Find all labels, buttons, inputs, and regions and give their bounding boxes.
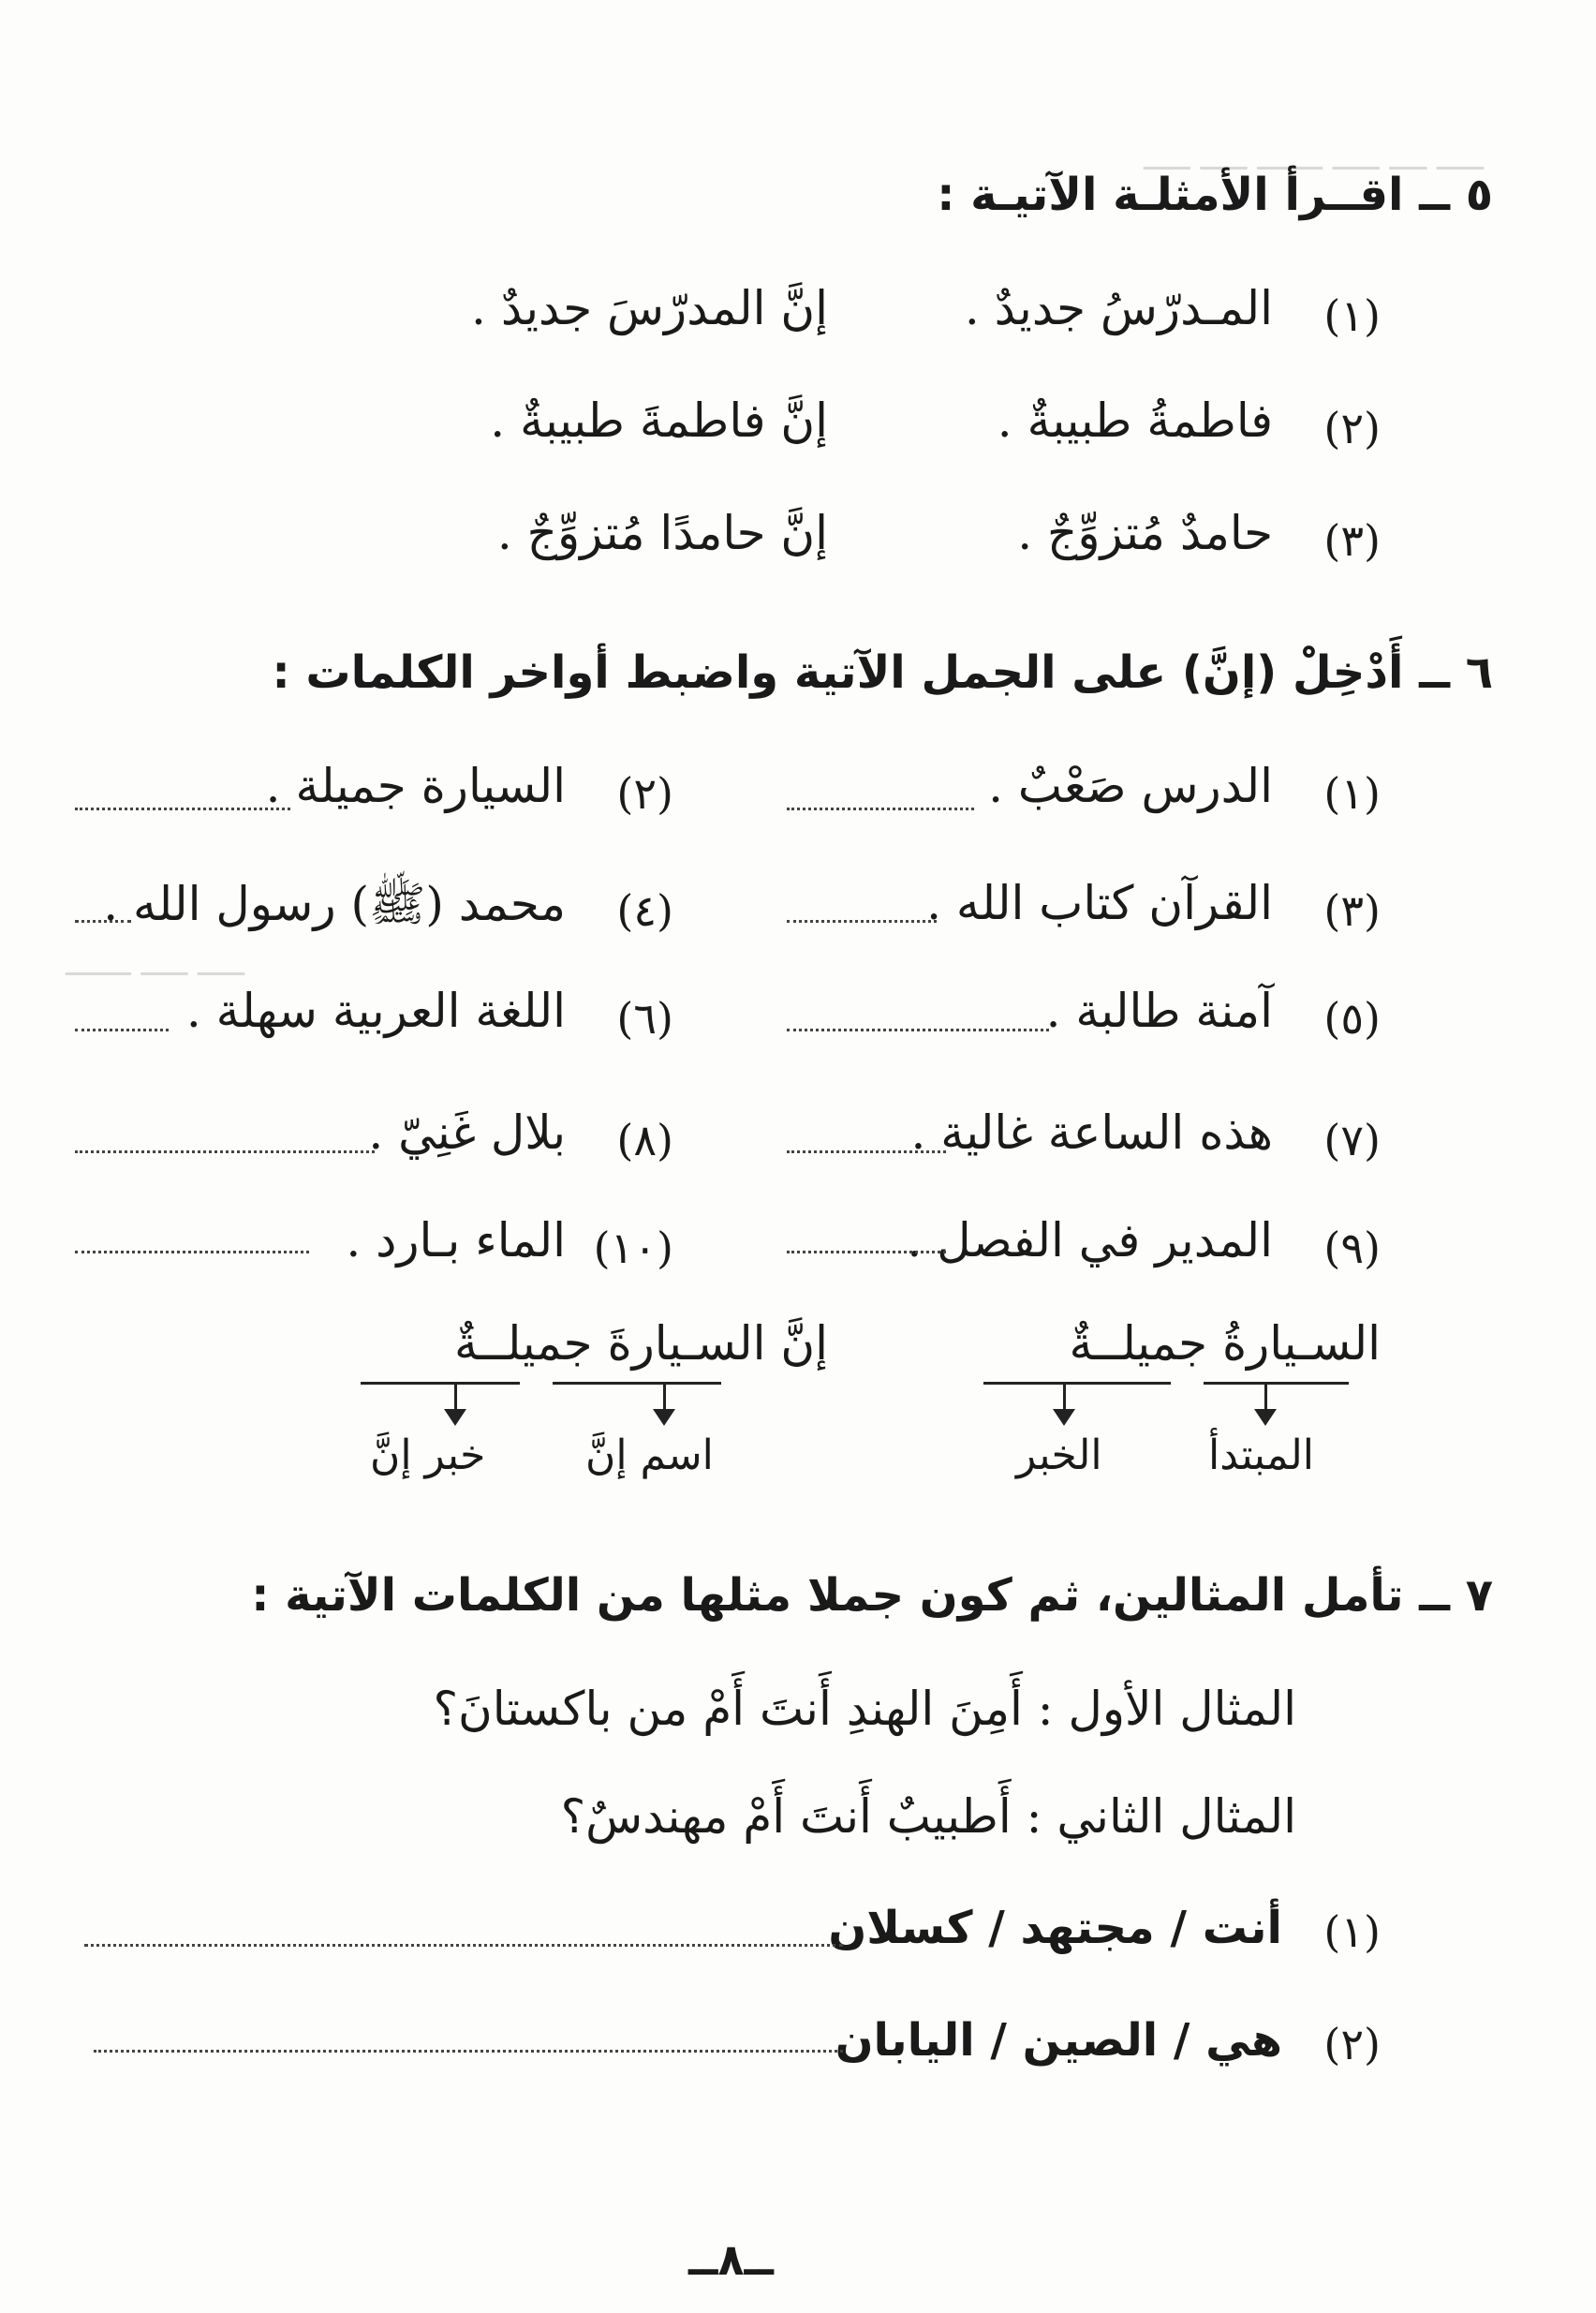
label-ism-inna: اسم إنَّ (585, 1431, 714, 1479)
s5-row-2-number: (٢) (1323, 403, 1381, 453)
s6-item-6-number: (٦) (616, 993, 673, 1044)
s6-item-9-answer-blank[interactable] (787, 1251, 946, 1253)
section-7-heading: ٧ ــ تأمل المثالين، ثم كون جملا مثلها من الكلمات الآتية : (251, 1569, 1493, 1622)
s5-row-1-inna-sentence: إنَّ المدرّسَ جديدٌ . (471, 281, 828, 335)
s5-row-3-inna-sentence: إنَّ حامدًا مُتزوِّجٌ . (496, 506, 828, 560)
section-5-heading: ٥ ــ اقــرأ الأمثلـة الآتيـة : (937, 169, 1493, 221)
s5-row-1-sentence: المـدرّسُ جديدٌ . (964, 281, 1273, 335)
s6-item-5-sentence: آمنة طالبة . (1045, 984, 1273, 1038)
label-khabar-inna: خبر إنَّ (370, 1431, 486, 1479)
s5-row-3-number: (٣) (1323, 515, 1381, 566)
bleed-through-text: ـــــــ ـــــ ـــــ (66, 946, 244, 984)
arrow-down-icon (663, 1385, 666, 1422)
s6-item-2-answer-blank[interactable] (75, 808, 290, 810)
s6-item-6-answer-blank[interactable] (75, 1029, 169, 1031)
s6-item-1-number: (١) (1323, 768, 1381, 819)
s6-item-3-number: (٣) (1323, 885, 1381, 936)
diagram-ism-inna-underline (553, 1382, 721, 1385)
diagram-inna-sentence: إنَّ السـيارةَ جميلــةٌ (454, 1316, 828, 1371)
label-khabar: الخبر (1016, 1431, 1102, 1479)
s6-item-3-sentence: القرآن كتاب الله . (926, 876, 1273, 930)
s6-item-8-number: (٨) (616, 1115, 673, 1165)
s6-item-7-answer-blank[interactable] (787, 1150, 946, 1153)
s6-item-9-number: (٩) (1323, 1223, 1381, 1273)
s6-item-2-number: (٢) (616, 768, 673, 819)
arrow-down-icon (1063, 1385, 1066, 1422)
s6-item-5-number: (٥) (1323, 993, 1381, 1044)
s6-item-7-sentence: هذه الساعة غالية . (910, 1105, 1273, 1160)
s6-item-6-sentence: اللغة العربية سهلة . (185, 984, 566, 1038)
s6-item-4-number: (٤) (616, 885, 673, 936)
section-6-heading: ٦ ــ أَدْخِلْ (إنَّ) على الجمل الآتية واضبط أواخر الكلمات : (272, 646, 1493, 699)
s7-q2-number: (٢) (1323, 2019, 1381, 2069)
bleed-through-text: ـــــ ـــــ ـــــــ ـــــ ــــ ـــــ (1144, 141, 1484, 178)
s5-row-1-number: (١) (1323, 290, 1381, 341)
diagram-mubtada-underline (1204, 1382, 1349, 1385)
s6-item-9-sentence: المدير في الفصل . (907, 1213, 1273, 1268)
diagram-khabar-underline (983, 1382, 1171, 1385)
s5-row-2-sentence: فاطمةُ طبيبةٌ . (997, 393, 1273, 448)
s5-row-3-sentence: حامدٌ مُتزوِّجٌ . (1017, 506, 1273, 560)
s6-item-3-answer-blank[interactable] (787, 920, 937, 923)
example-1: المثال الأول : أَمِنَ الهندِ أَنتَ أَمْ من باكستانَ؟ (433, 1682, 1296, 1736)
s6-item-8-sentence: بلال غَنِيّ . (368, 1105, 566, 1160)
s7-q1-answer-blank[interactable] (84, 1944, 843, 1947)
arrow-down-icon (454, 1385, 457, 1422)
arrow-down-icon (1264, 1385, 1267, 1422)
diagram-nominal-sentence: السـيارةُ جميلــةٌ (1069, 1316, 1381, 1371)
diagram-khabar-inna-underline (361, 1382, 520, 1385)
s6-item-8-answer-blank[interactable] (75, 1150, 375, 1153)
s7-q1-number: (١) (1323, 1906, 1381, 1957)
s6-item-10-sentence: الماء بـارد . (346, 1213, 566, 1268)
s7-q1-words: أنت / مجتهد / كسلان (828, 1902, 1282, 1954)
s6-item-1-answer-blank[interactable] (787, 808, 974, 810)
s6-item-2-sentence: السيارة جميلة . (265, 759, 566, 813)
s7-q2-answer-blank[interactable] (94, 2050, 843, 2053)
s7-q2-words: هي / الصين / اليابان (835, 2014, 1282, 2067)
s6-item-10-answer-blank[interactable] (75, 1251, 309, 1253)
s6-item-10-number: (١٠) (593, 1223, 673, 1273)
s5-row-2-inna-sentence: إنَّ فاطمةَ طبيبةٌ . (490, 393, 828, 448)
s6-item-4-sentence: محمد (ﷺ) رسول الله . (103, 877, 566, 931)
s6-item-1-sentence: الدرس صَعْبٌ . (988, 759, 1273, 813)
label-mubtada: المبتدأ (1208, 1431, 1314, 1479)
s6-item-5-answer-blank[interactable] (787, 1029, 1049, 1031)
example-2: المثال الثاني : أَطبيبٌ أَنتَ أَمْ مهندسٌ؟ (560, 1789, 1296, 1844)
s6-item-4-answer-blank[interactable] (75, 920, 131, 923)
s6-item-7-number: (٧) (1323, 1115, 1381, 1165)
page-number: ــ٨ــ (688, 2234, 774, 2285)
